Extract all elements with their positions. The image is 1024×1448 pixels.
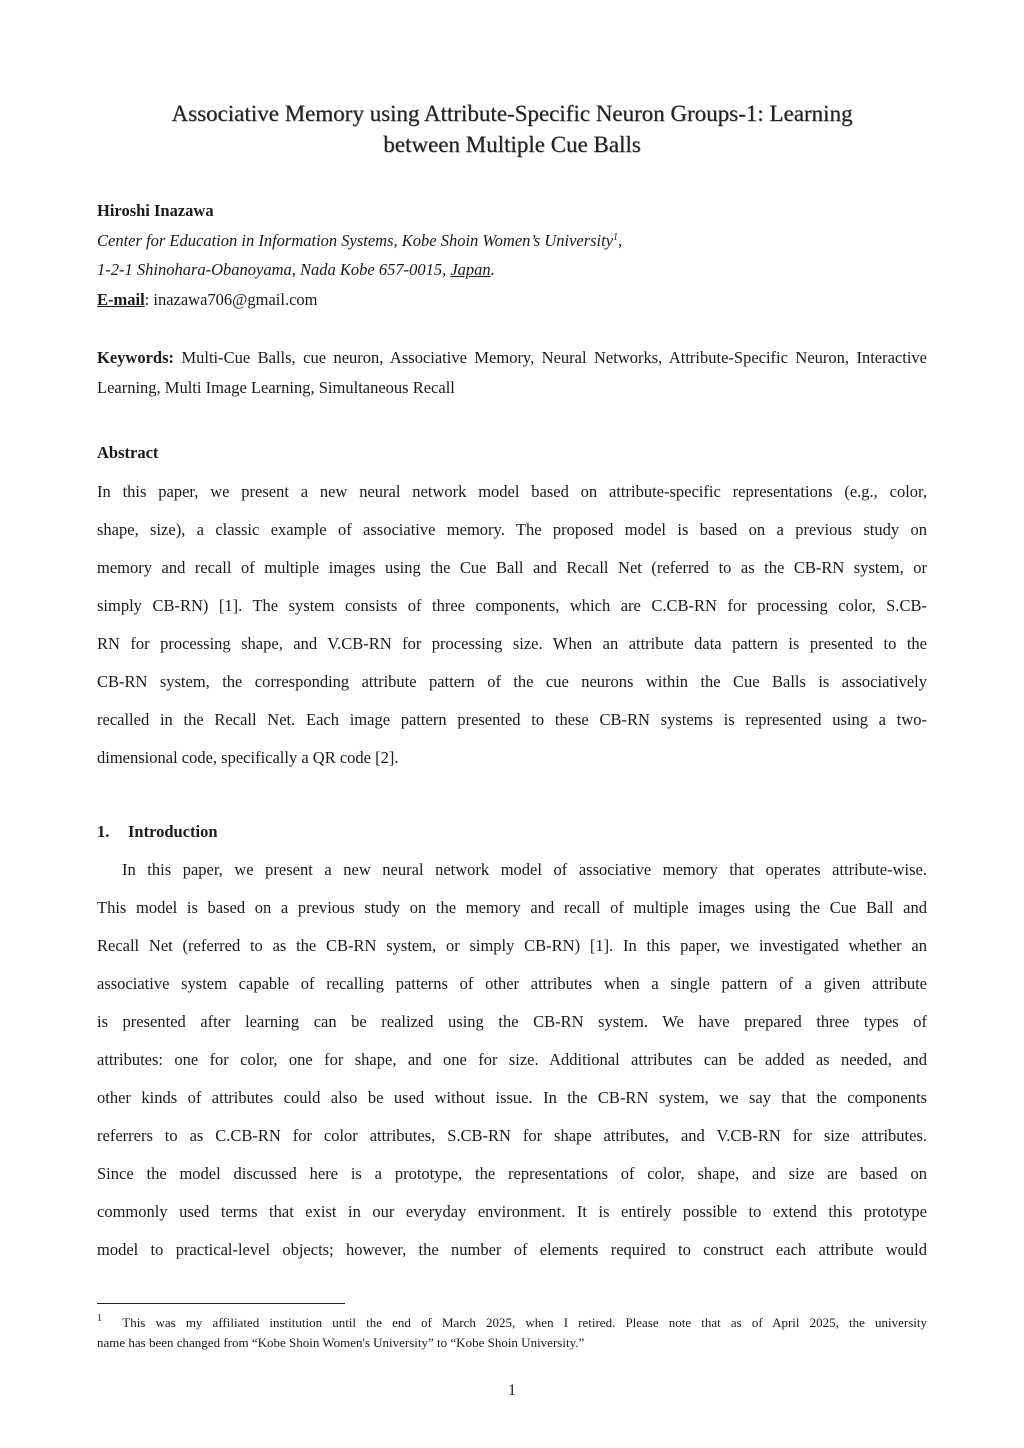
abstract-heading: Abstract (97, 443, 159, 462)
footnote-line-1 (97, 1313, 927, 1333)
intro-line: other kinds of attributes could also be used without issue. In the CB-RN system, we say that the components (97, 1088, 927, 1107)
introduction-heading (97, 820, 218, 844)
affiliation-country: Japan (450, 260, 491, 279)
abstract-line: shape, size), a classic example of associative memory. The proposed model is based on a previous study on (97, 520, 927, 539)
introduction-body (97, 851, 927, 1269)
section-number: 1. (97, 822, 110, 841)
email-label: E-mail (97, 289, 145, 309)
intro-line: In this paper, we present a new neural network model of associative memory that operates attribute-wise. (122, 860, 927, 879)
footnote-line-2: name has been changed from “Kobe Shoin Women's University” to “Kobe Shoin University.” (97, 1335, 585, 1350)
intro-line: referrers to as C.CB-RN for color attributes, S.CB-RN for shape attributes, and V.CB-RN for size attributes. (97, 1126, 927, 1145)
intro-line: commonly used terms that exist in our everyday environment. It is entirely possible to extend this prototype (97, 1202, 927, 1221)
affiliation-address: 1-2-1 Shinohara-Obanoyama, Nada Kobe 657-0015, (97, 260, 451, 279)
abstract-line: dimensional code, specifically a QR code [2]. (97, 748, 399, 767)
author-name: Hiroshi Inazawa (97, 201, 214, 220)
title-line-1: Associative Memory using Attribute-Specific Neuron Groups-1: Learning (171, 101, 853, 126)
abstract-body (97, 473, 927, 777)
intro-line: attributes: one for color, one for shape, and one for size. Additional attributes can be added as needed, and (97, 1050, 927, 1069)
intro-line: This model is based on a previous study on the memory and recall of multiple images using the Cue Ball and (97, 898, 927, 917)
page-number: 1 (508, 1382, 516, 1399)
affiliation-line-1-end: , (618, 230, 623, 250)
abstract-line: In this paper, we present a new neural network model based on attribute-specific representations (e.g., color, (97, 482, 927, 501)
intro-line: Since the model discussed here is a prototype, the representations of color, shape, and size are based on (97, 1164, 927, 1183)
intro-line: is presented after learning can be realized using the CB-RN system. We have prepared three types of (97, 1012, 927, 1031)
affiliation-line-2-end: . (490, 260, 495, 279)
keywords-text: Multi-Cue Balls, cue neuron, Associative Memory, Neural Networks, Attribute-Specific Neuron, Interactive Learning, Multi Image Learning, Simultaneous Recall (97, 348, 927, 397)
affiliation-institution: Center for Education in Information Systems, Kobe Shoin Women’s University (97, 230, 614, 250)
intro-line: Recall Net (referred to as the CB-RN system, or simply CB-RN) [1]. In this paper, we investigated whether an (97, 936, 927, 955)
footnote-reference-mark[interactable]: 1 (613, 231, 619, 243)
abstract-line: CB-RN system, the corresponding attribute pattern of the cue neurons within the Cue Balls is associatively (97, 672, 927, 691)
abstract-line: simply CB-RN) [1]. The system consists of three components, which are C.CB-RN for processing color, S.CB- (97, 596, 927, 615)
footnote-text-1: This was my affiliated institution until the end of March 2025, when I retired. Please note that as of April 2025, the university (122, 1315, 927, 1330)
author-block (97, 196, 927, 314)
title-line-2: between Multiple Cue Balls (383, 132, 641, 157)
intro-line: associative system capable of recalling patterns of other attributes when a single pattern of a given attribute (97, 974, 927, 993)
paper-title (97, 98, 927, 160)
abstract-line: recalled in the Recall Net. Each image pattern presented to these CB-RN systems is represented using a two- (97, 710, 927, 729)
affiliation-line-2 (97, 255, 927, 285)
footnote-divider (97, 1303, 345, 1304)
keywords-section (97, 343, 927, 402)
email-line (97, 285, 927, 315)
abstract-line: RN for processing shape, and V.CB-RN for processing size. When an attribute data pattern is presented to the (97, 634, 927, 653)
footnote-mark: 1 (97, 1313, 102, 1324)
keywords-label: Keywords: (97, 348, 174, 367)
footnote (97, 1313, 927, 1353)
intro-line: model to practical-level objects; however, the number of elements required to construct each attribute would (97, 1240, 927, 1259)
email-value[interactable]: : inazawa706@gmail.com (144, 289, 318, 309)
abstract-line: memory and recall of multiple images using the Cue Ball and Recall Net (referred to as the CB-RN system, or (97, 558, 927, 577)
affiliation-line-1 (97, 226, 927, 256)
section-title: Introduction (128, 822, 218, 841)
